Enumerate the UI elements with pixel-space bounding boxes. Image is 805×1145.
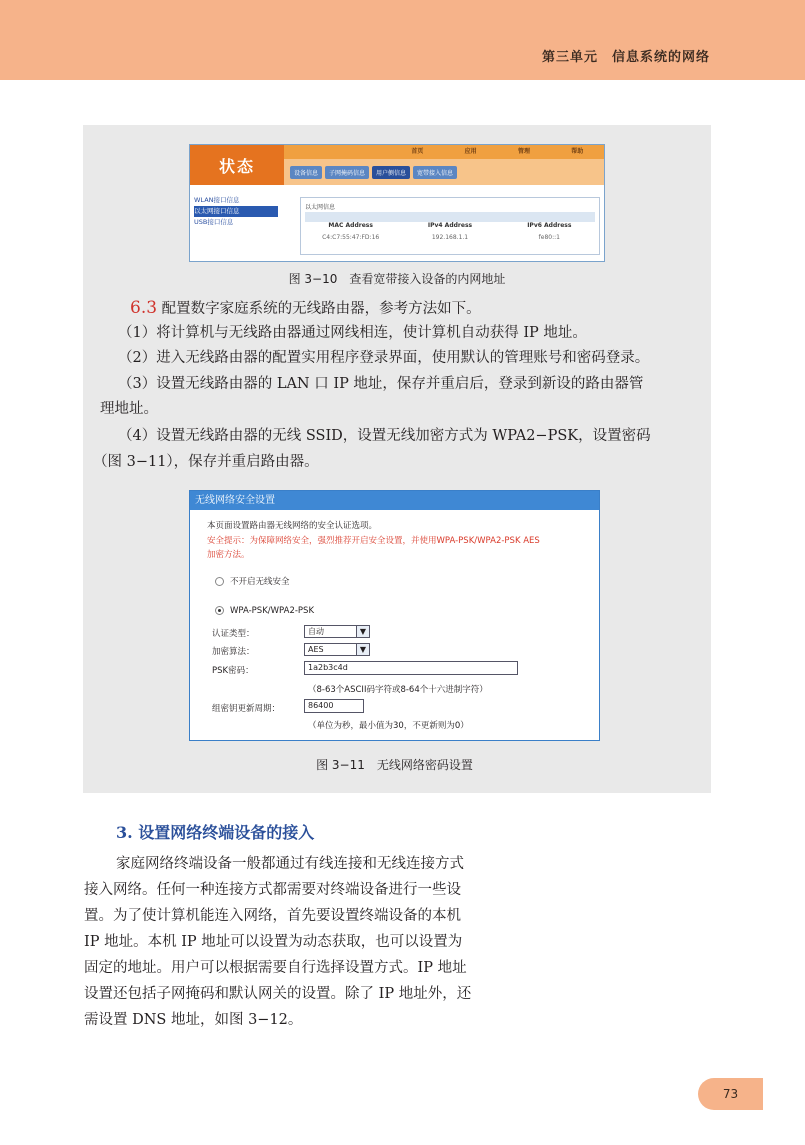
tab-device-info: 设备信息 bbox=[290, 166, 322, 179]
column-header: IPv6 Address bbox=[527, 222, 572, 229]
step-3: （3）设置无线路由器的 LAN 口 IP 地址，保存并重启后，登录到新设的路由器管 bbox=[118, 376, 644, 392]
status-logo: 状态 bbox=[190, 145, 284, 185]
sidebar-item-usb: USB接口信息 bbox=[194, 218, 234, 226]
figure-3-10-caption: 图 3−10 查看宽带接入设备的内网地址 bbox=[288, 272, 506, 286]
header-band bbox=[0, 0, 805, 80]
psk-input[interactable]: 1a2b3c4d bbox=[304, 661, 518, 675]
paragraph-line: 需设置 DNS 地址，如图 3−12。 bbox=[84, 1012, 303, 1028]
psk-hint: （8-63个ASCII码字符或8-64个十六进制字符） bbox=[308, 685, 488, 695]
radio-wpa[interactable] bbox=[215, 606, 224, 615]
dialog-title: 无线网络安全设置 bbox=[190, 491, 599, 510]
ipv6-address: fe80::1 bbox=[538, 234, 560, 241]
topbar-item: 管理 bbox=[517, 148, 530, 155]
chevron-down-icon: ▼ bbox=[356, 644, 369, 655]
encryption-value: AES bbox=[308, 645, 324, 654]
option-wpa[interactable] bbox=[215, 606, 314, 616]
step-3-cont: 理地址。 bbox=[100, 401, 158, 417]
security-tip: 安全提示：为保障网络安全，强烈推荐开启安全设置，并使用WPA-PSK/WPA2-PSK AES bbox=[207, 536, 540, 546]
dialog-intro: 本页面设置路由器无线网络的安全认证选项。 bbox=[207, 521, 378, 531]
option-label: 不开启无线安全 bbox=[230, 577, 290, 587]
router-sidebar bbox=[194, 195, 278, 228]
router-status-screenshot bbox=[189, 144, 605, 262]
radio-no-security[interactable] bbox=[215, 577, 224, 586]
router-topbar bbox=[284, 145, 604, 159]
section-heading: 3. 设置网络终端设备的接入 bbox=[116, 823, 315, 842]
step-4: （4）设置无线路由器的无线 SSID，设置无线加密方式为 WPA2−PSK，设置密码 bbox=[118, 428, 651, 444]
paragraph-line: 接入网络。任何一种连接方式都需要对终端设备进行一些设 bbox=[84, 882, 461, 898]
step-4-cont: （图 3−11），保存并重启路由器。 bbox=[93, 454, 319, 470]
figure-3-11-caption: 图 3−11 无线网络密码设置 bbox=[316, 758, 473, 772]
section-number: 6.3 bbox=[130, 298, 158, 318]
ethernet-info-panel bbox=[300, 197, 600, 255]
table-row bbox=[301, 234, 599, 241]
running-header: 第三单元 信息系统的网络 bbox=[541, 50, 710, 65]
paragraph-line: 家庭网络终端设备一般都通过有线连接和无线连接方式 bbox=[116, 856, 464, 872]
auth-type-select[interactable] bbox=[304, 625, 370, 638]
topbar-item bbox=[337, 145, 390, 159]
column-header: IPv4 Address bbox=[427, 222, 473, 229]
encryption-label: 加密算法： bbox=[212, 647, 255, 657]
panel-bar bbox=[305, 212, 595, 222]
section-6-3-intro bbox=[130, 296, 481, 321]
step-2: （2）进入无线路由器的配置实用程序登录界面，使用默认的管理账号和密码登录。 bbox=[118, 350, 650, 366]
sidebar-item-ethernet: 以太网接口信息 bbox=[194, 206, 278, 217]
sidebar-item-wlan: WLAN接口信息 bbox=[194, 196, 240, 204]
paragraph-line: IP 地址。本机 IP 地址可以设置为动态获取，也可以设置为 bbox=[84, 934, 463, 950]
psk-label: PSK密码： bbox=[212, 666, 254, 676]
intro-text: 配置数字家庭系统的无线路由器，参考方法如下。 bbox=[157, 301, 481, 317]
paragraph-line: 置。为了使计算机能连入网络，首先要设置终端设备的本机 bbox=[84, 908, 461, 924]
renew-period-input[interactable]: 86400 bbox=[304, 699, 364, 713]
table-header bbox=[301, 222, 599, 229]
step-1: （1）将计算机与无线路由器通过网线相连，使计算机自动获得 IP 地址。 bbox=[118, 325, 587, 341]
topbar-item: 应用 bbox=[464, 148, 477, 155]
column-header: MAC Address bbox=[328, 222, 373, 229]
panel-title: 以太网信息 bbox=[305, 204, 336, 211]
security-tip-cont: 加密方法。 bbox=[207, 550, 250, 560]
paragraph-line: 固定的地址。用户可以根据需要自行选择设置方式。IP 地址 bbox=[84, 960, 467, 976]
mac-address: C4:C7:55:47:FD:16 bbox=[322, 234, 380, 241]
router-tabs bbox=[284, 159, 604, 185]
option-label: WPA-PSK/WPA2-PSK bbox=[230, 606, 315, 616]
page-number: 73 bbox=[698, 1078, 763, 1110]
auth-type-label: 认证类型： bbox=[212, 629, 255, 639]
auth-type-value: 自动 bbox=[308, 627, 324, 636]
tab-user-side-info: 用户侧信息 bbox=[372, 166, 410, 179]
topbar-item bbox=[284, 145, 337, 159]
tab-broadband-info: 宽带接入信息 bbox=[413, 166, 457, 179]
encryption-select[interactable] bbox=[304, 643, 370, 656]
topbar-item: 首页 bbox=[411, 148, 424, 155]
topbar-item: 帮助 bbox=[571, 148, 584, 155]
renew-period-label: 组密钥更新周期： bbox=[212, 704, 281, 714]
chevron-down-icon: ▼ bbox=[356, 626, 369, 637]
paragraph-line: 设置还包括子网掩码和默认网关的设置。除了 IP 地址外，还 bbox=[84, 986, 472, 1002]
renew-period-hint: （单位为秒，最小值为30，不更新则为0） bbox=[308, 721, 469, 731]
wireless-security-screenshot bbox=[189, 490, 600, 741]
option-no-security[interactable] bbox=[215, 575, 290, 587]
tab-subnet-info: 子网掩码信息 bbox=[325, 166, 369, 179]
ipv4-address: 192.168.1.1 bbox=[431, 234, 469, 241]
